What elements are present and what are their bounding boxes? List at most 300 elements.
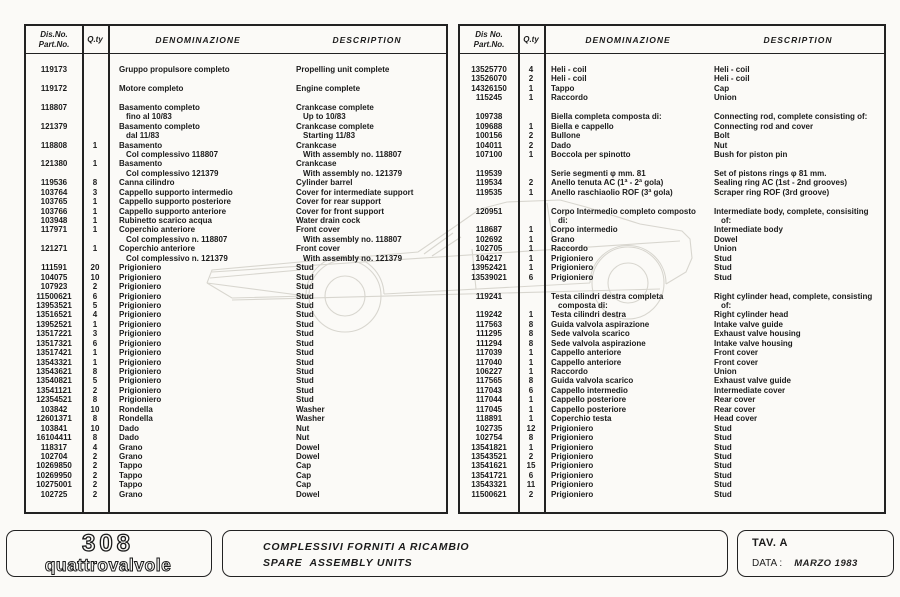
denominazione-cell: Prigioniero — [551, 433, 594, 443]
header-description: DESCRIPTION — [332, 34, 402, 45]
quantity-cell: 2 — [92, 385, 98, 395]
denominazione-cell: Basamento — [119, 140, 163, 150]
table-row — [26, 443, 446, 452]
description-cell: Stud — [296, 272, 314, 282]
svg-text:308: 308 — [81, 531, 135, 557]
denominazione-cell: Prigioniero — [119, 385, 162, 395]
quantity-cell: 5 — [92, 376, 98, 386]
quantity-cell — [518, 301, 544, 310]
part-number-cell: 13543321 — [36, 357, 72, 367]
part-number-cell: 11500621 — [36, 291, 72, 301]
parts-table-body — [460, 54, 884, 499]
part-number-cell: 104217 — [475, 253, 503, 263]
quantity-cell — [82, 169, 108, 178]
part-number-cell: 103765 — [40, 197, 68, 207]
denominazione-cell: Prigioniero — [551, 489, 594, 499]
table-row-spacer — [26, 74, 446, 83]
table-row — [460, 254, 884, 263]
part-number-cell: 119242 — [475, 310, 503, 320]
description-cell: Exhaust valve housing — [714, 329, 801, 339]
denominazione-cell: Dado — [119, 423, 139, 433]
description-cell: Stud — [714, 263, 732, 273]
header-denominazione: DENOMINAZIONE — [585, 34, 671, 45]
column-divider — [518, 26, 520, 512]
part-number-cell: 104075 — [40, 272, 68, 282]
quantity-cell: 1 — [528, 367, 534, 376]
quantity-cell: 10 — [90, 272, 100, 282]
part-number-cell: 119172 — [40, 83, 68, 93]
part-number-cell: 104011 — [475, 140, 503, 150]
denominazione-cell: Serie segmenti φ mm. 81 — [551, 168, 646, 178]
part-number-cell: 117043 — [475, 385, 503, 395]
denominazione-cell: Grano — [119, 489, 143, 499]
denominazione-cell: Prigioniero — [119, 263, 162, 273]
table-row — [26, 461, 446, 470]
part-number-cell — [26, 112, 82, 121]
part-number-cell: 13952421 — [471, 263, 507, 273]
quantity-cell: 1 — [528, 310, 534, 320]
description-cell: Stud — [714, 489, 732, 499]
description-cell: Front cover — [296, 244, 341, 254]
table-row — [460, 235, 884, 244]
table-row — [460, 348, 884, 357]
table-row — [26, 122, 446, 131]
denominazione-cell: Prigioniero — [119, 376, 162, 386]
quantity-cell: 1 — [528, 395, 534, 405]
table-row — [460, 310, 884, 319]
description-cell: Set of pistons rings φ 81 mm. — [714, 168, 827, 178]
quantity-cell: 6 — [92, 338, 98, 348]
table-row — [460, 405, 884, 414]
table-row — [26, 112, 446, 121]
denominazione-cell: Cappello anteriore — [551, 357, 622, 367]
parts-table-body — [26, 54, 446, 499]
description-cell: Stud — [296, 263, 314, 273]
table-row — [26, 282, 446, 291]
part-number-cell: 13953521 — [36, 300, 72, 310]
part-number-cell: 102725 — [40, 489, 68, 499]
denominazione-cell: Prigioniero — [119, 348, 162, 358]
quantity-cell: 1 — [92, 348, 98, 358]
description-cell: Starting 11/83 — [303, 131, 356, 141]
part-number-cell: 117045 — [475, 404, 503, 414]
quantity-cell: 1 — [528, 234, 534, 244]
part-number-cell: 111295 — [476, 329, 502, 339]
table-row — [26, 414, 446, 423]
part-number-cell: 120951 — [475, 206, 503, 216]
part-number-cell: 102735 — [475, 423, 503, 433]
quantity-cell: 4 — [528, 65, 534, 74]
quantity-cell: 1 — [92, 159, 98, 169]
part-number-cell: 16104411 — [36, 433, 72, 443]
quantity-cell: 1 — [92, 140, 98, 150]
part-number-cell: 13517221 — [36, 329, 72, 339]
table-row — [26, 424, 446, 433]
table-row — [460, 386, 884, 395]
denominazione-cell: Guida valvola scarico — [551, 376, 634, 386]
table-row — [26, 471, 446, 480]
part-number-cell: 100156 — [475, 131, 503, 141]
description-cell: Right cylinder head, complete, consisting — [714, 291, 873, 301]
part-number-cell: 119241 — [475, 291, 503, 301]
date-label: DATA : — [752, 558, 783, 569]
table-row — [460, 292, 884, 301]
quantity-cell: 4 — [92, 310, 98, 320]
denominazione-cell: Dado — [551, 140, 571, 150]
denominazione-cell: Rubinetto scarico acqua — [119, 216, 212, 225]
denominazione-cell: Corpo Intermedio completo composto — [551, 206, 696, 216]
table-row — [460, 169, 884, 178]
part-number-cell: 13543521 — [471, 451, 507, 461]
table-row — [26, 225, 446, 234]
part-number-cell: 102705 — [475, 244, 503, 254]
denominazione-cell: Anello tenuta AC (1ª - 2ª gola) — [551, 178, 664, 188]
quantity-cell: 10 — [90, 404, 100, 414]
quantity-cell: 8 — [528, 338, 534, 348]
denominazione-cell: Prigioniero — [119, 319, 162, 329]
quantity-cell — [82, 103, 108, 112]
part-number-cell: 117039 — [475, 348, 503, 358]
quantity-cell: 1 — [528, 83, 534, 93]
description-cell: Stud — [296, 348, 314, 358]
quantity-cell — [82, 254, 108, 263]
quantity-cell: 8 — [528, 319, 534, 329]
denominazione-cell: Prigioniero — [551, 480, 594, 490]
table-row — [460, 122, 884, 131]
quantity-cell: 8 — [528, 329, 534, 339]
denominazione-cell: Cappello supporto intermedio — [119, 187, 233, 197]
description-cell: Stud — [296, 300, 314, 310]
denominazione-cell: Prigioniero — [551, 442, 594, 452]
part-number-cell: 117971 — [40, 225, 68, 235]
part-number-cell — [460, 301, 518, 310]
part-number-cell: 13541621 — [471, 461, 507, 471]
table-row — [26, 367, 446, 376]
quantity-cell — [82, 235, 108, 244]
table-header — [26, 26, 446, 54]
quantity-cell — [518, 207, 544, 216]
table-row — [26, 395, 446, 404]
quantity-cell: 2 — [92, 451, 98, 461]
column-divider — [108, 26, 110, 512]
denominazione-cell: Prigioniero — [119, 338, 162, 348]
denominazione-cell: Anello raschiaolio ROF (3ª gola) — [551, 187, 673, 197]
denominazione-cell: Raccordo — [551, 244, 588, 254]
description-cell: Crankcase — [296, 159, 337, 169]
description-cell: With assembly no. 121379 — [303, 253, 403, 263]
denominazione-cell: Prigioniero — [551, 451, 594, 461]
table-header — [460, 26, 884, 54]
quantity-cell: 2 — [528, 131, 534, 141]
description-cell: Bolt — [714, 131, 730, 141]
quantity-cell: 6 — [528, 272, 534, 282]
table-row — [26, 490, 446, 499]
title-english: SPARE ASSEMBLY UNITS — [263, 557, 413, 569]
part-number-cell: 102704 — [40, 451, 68, 461]
denominazione-cell: Corpo intermedio — [551, 225, 618, 235]
part-number-cell: 119539 — [475, 168, 503, 178]
denominazione-cell: Canna cilindro — [119, 178, 175, 188]
description-cell: Intermediate body — [714, 225, 783, 235]
description-cell: Up to 10/83 — [303, 112, 346, 122]
description-cell: Intermediate body, complete, consisiting — [714, 206, 869, 216]
table-row — [26, 188, 446, 197]
part-number-cell — [26, 235, 82, 244]
part-number-cell: 119173 — [40, 65, 68, 74]
part-number-cell: 13540821 — [36, 376, 72, 386]
svg-text:quattrovalvole: quattrovalvole — [44, 555, 172, 575]
denominazione-cell: Grano — [119, 442, 143, 452]
table-row — [26, 292, 446, 301]
denominazione-cell: Cappello intermedio — [551, 385, 628, 395]
table-row — [26, 244, 446, 253]
table-row — [26, 386, 446, 395]
description-cell: Stud — [714, 442, 732, 452]
part-number-cell: 13526070 — [471, 74, 507, 84]
header-quantity: Q.ty — [523, 35, 539, 44]
denominazione-cell: Prigioniero — [119, 329, 162, 339]
table-row — [26, 433, 446, 442]
description-cell: Dowel — [296, 442, 320, 452]
part-number-cell: 107923 — [40, 282, 68, 292]
description-cell: Connecting rod and cover — [714, 121, 814, 131]
description-cell: Cover for rear support — [296, 197, 381, 207]
denominazione-cell: Tappo — [119, 470, 143, 480]
part-number-cell: 13541721 — [471, 470, 507, 480]
table-row — [26, 480, 446, 489]
quantity-cell — [518, 216, 544, 225]
table-row — [460, 424, 884, 433]
table-row — [26, 197, 446, 206]
description-cell: Front cover — [296, 225, 341, 235]
column-divider — [82, 26, 84, 512]
denominazione-cell: Grano — [119, 451, 143, 461]
description-cell: Cover for intermediate support — [296, 187, 414, 197]
denominazione-cell: Prigioniero — [551, 253, 594, 263]
denominazione-cell: Motore completo — [119, 83, 184, 93]
table-row — [460, 244, 884, 253]
table-row-spacer — [460, 197, 884, 206]
description-cell: Stud — [296, 329, 314, 339]
denominazione-cell: Prigioniero — [119, 395, 162, 405]
quantity-cell: 1 — [92, 206, 98, 216]
table-row — [460, 376, 884, 385]
description-cell: Sealing ring AC (1st - 2nd grooves) — [714, 178, 848, 188]
quantity-cell: 1 — [528, 263, 534, 273]
denominazione-cell: Coperchio anteriore — [119, 244, 196, 254]
description-cell: Cap — [296, 480, 312, 490]
description-cell: Intake valve housing — [714, 338, 793, 348]
part-number-cell: 119536 — [40, 178, 68, 188]
part-number-cell — [460, 216, 518, 225]
description-cell: Right cylinder head — [714, 310, 789, 320]
part-number-cell: 13517321 — [36, 338, 72, 348]
description-cell: Stud — [296, 357, 314, 367]
quantity-cell: 3 — [92, 329, 98, 339]
table-row — [460, 273, 884, 282]
denominazione-cell: Dado — [119, 433, 139, 443]
part-number-cell: 13541121 — [36, 385, 72, 395]
denominazione-cell: Prigioniero — [119, 357, 162, 367]
description-cell: Crankcase complete — [296, 121, 374, 131]
denominazione-cell: Rondella — [119, 414, 153, 424]
description-cell: Stud — [714, 272, 732, 282]
description-cell: Front cover — [714, 348, 759, 358]
table-row — [460, 150, 884, 159]
table-row — [460, 490, 884, 499]
description-cell: Stud — [296, 395, 314, 405]
description-cell: Stud — [296, 376, 314, 386]
part-number-cell: 118317 — [40, 442, 68, 452]
part-number-cell: 109738 — [475, 112, 503, 122]
part-number-cell: 115245 — [475, 93, 503, 103]
part-number-cell: 102692 — [475, 234, 503, 244]
quantity-cell: 8 — [92, 414, 98, 424]
denominazione-cell: Col complessivo n. 121379 — [126, 253, 228, 263]
description-cell: Stud — [296, 310, 314, 320]
quantity-cell: 4 — [92, 442, 98, 452]
description-cell: Cap — [714, 83, 730, 93]
denominazione-cell: Grano — [551, 234, 575, 244]
part-number-cell: 117565 — [475, 376, 503, 386]
part-number-cell: 119534 — [475, 178, 503, 188]
denominazione-cell: Testa cilindri destra completa — [551, 291, 664, 301]
table-row — [460, 414, 884, 423]
table-row-spacer — [26, 93, 446, 102]
description-cell: Rear cover — [714, 395, 756, 405]
table-row — [26, 103, 446, 112]
description-cell: Stud — [714, 480, 732, 490]
description-cell: Crankcase complete — [296, 102, 374, 112]
part-number-cell: 13952521 — [36, 319, 72, 329]
description-cell: With assembly no. 121379 — [303, 168, 403, 178]
denominazione-cell: Prigioniero — [119, 310, 162, 320]
column-divider — [544, 26, 546, 512]
part-number-cell: 111591 — [41, 263, 67, 273]
description-cell: Washer — [296, 414, 325, 424]
quantity-cell: 8 — [92, 367, 98, 376]
table-row — [26, 320, 446, 329]
description-cell: Heli - coil — [714, 65, 750, 74]
quantity-cell: 15 — [526, 461, 536, 471]
table-row — [26, 376, 446, 385]
quantity-cell — [82, 65, 108, 74]
table-row — [460, 93, 884, 102]
part-number-cell: 121271 — [40, 244, 68, 254]
description-cell: Nut — [296, 423, 310, 433]
denominazione-cell: Heli - coil — [551, 65, 587, 74]
description-cell: Stud — [714, 470, 732, 480]
table-row — [26, 329, 446, 338]
table-row — [460, 225, 884, 234]
quantity-cell: 2 — [528, 178, 534, 188]
quantity-cell: 20 — [90, 263, 100, 273]
description-cell: Union — [714, 367, 737, 376]
description-cell: Head cover — [714, 414, 758, 424]
header-denominazione: DENOMINAZIONE — [155, 34, 241, 45]
description-cell: Dowel — [714, 234, 738, 244]
denominazione-cell: Prigioniero — [551, 461, 594, 471]
denominazione-cell: Prigioniero — [119, 272, 162, 282]
denominazione-cell: Bullone — [551, 131, 581, 141]
table-row — [26, 207, 446, 216]
part-number-cell: 13517421 — [36, 348, 72, 358]
table-row — [26, 178, 446, 187]
quantity-cell: 1 — [92, 244, 98, 254]
table-row — [26, 348, 446, 357]
quantity-cell — [82, 122, 108, 131]
denominazione-cell: Raccordo — [551, 93, 588, 103]
denominazione-cell: Guida valvola aspirazione — [551, 319, 650, 329]
logo-outline-text-icon — [7, 531, 210, 575]
description-cell: Front cover — [714, 357, 759, 367]
part-number-cell: 13516521 — [36, 310, 72, 320]
description-cell: Stud — [296, 338, 314, 348]
table-row — [460, 471, 884, 480]
quantity-cell: 1 — [528, 404, 534, 414]
description-cell: Scraper ring ROF (3rd groove) — [714, 187, 830, 197]
denominazione-cell: Cappello supporto posteriore — [119, 197, 232, 207]
table-row-spacer — [460, 282, 884, 291]
quantity-cell: 5 — [92, 300, 98, 310]
parts-table-right — [458, 24, 886, 514]
description-cell: Washer — [296, 404, 325, 414]
description-cell: Stud — [714, 461, 732, 471]
description-cell: Nut — [714, 140, 728, 150]
part-number-cell: 118808 — [40, 140, 68, 150]
table-row — [26, 339, 446, 348]
table-row — [26, 141, 446, 150]
quantity-cell: 1 — [528, 348, 534, 358]
quantity-cell — [518, 112, 544, 121]
denominazione-cell: Cappello anteriore — [551, 348, 622, 358]
table-row — [460, 84, 884, 93]
description-cell: Stud — [714, 451, 732, 461]
part-number-cell: 10269950 — [36, 470, 72, 480]
quantity-cell: 2 — [92, 282, 98, 292]
description-cell: Heli - coil — [714, 74, 750, 84]
part-number-cell: 103766 — [40, 206, 68, 216]
part-number-cell: 121379 — [40, 121, 68, 131]
table-row — [26, 216, 446, 225]
part-number-cell: 13543321 — [471, 480, 507, 490]
denominazione-cell: Heli - coil — [551, 74, 587, 84]
table-row — [460, 358, 884, 367]
table-row — [26, 310, 446, 319]
drawing-title-box — [222, 530, 728, 577]
part-number-cell: 117044 — [475, 395, 503, 405]
description-cell: of: — [721, 300, 732, 310]
description-cell: Cap — [296, 470, 312, 480]
quantity-cell: 2 — [528, 451, 534, 461]
date-row — [752, 558, 893, 569]
header-part-number: Dis.No. Part.No. — [38, 30, 70, 49]
description-cell: Stud — [714, 433, 732, 443]
plate-info-box — [737, 530, 894, 577]
denominazione-cell: Prigioniero — [119, 300, 162, 310]
denominazione-cell: Cappello supporto anteriore — [119, 206, 227, 216]
quantity-cell — [82, 150, 108, 159]
description-cell: Stud — [296, 367, 314, 376]
description-cell: Cover for front support — [296, 206, 384, 216]
quantity-cell: 11 — [526, 480, 536, 490]
table-row — [26, 84, 446, 93]
part-number-cell: 107100 — [475, 149, 503, 159]
table-row — [460, 480, 884, 489]
quantity-cell: 1 — [528, 121, 534, 131]
table-row — [460, 339, 884, 348]
description-cell: Intake valve guide — [714, 319, 783, 329]
